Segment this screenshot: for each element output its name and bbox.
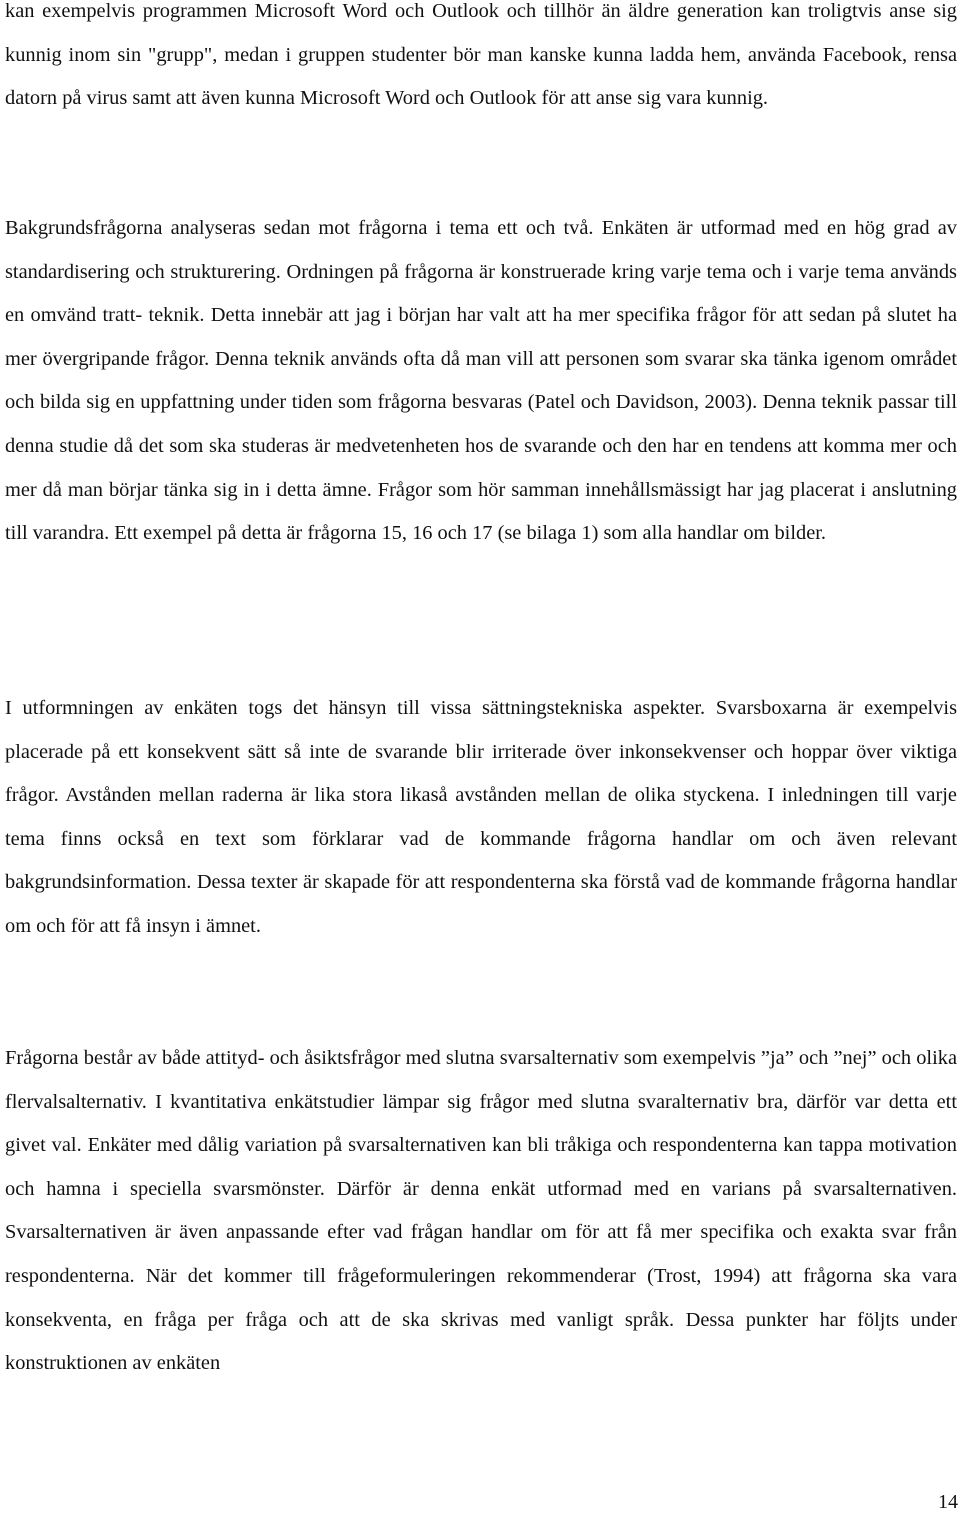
page-number: 14 — [938, 1491, 958, 1513]
paragraph: kan exempelvis programmen Microsoft Word och Outlook och tillhör än äldre generation kan troligtvis anse sig kunnig inom sin "grupp", medan i gruppen studenter bör man kanske kunna ladda hem, använda Facebook, rensa datorn på virus samt att även kunna Microsoft Word och Outlook för att anse sig vara kunnig. — [5, 0, 957, 110]
paragraph: I utformningen av enkäten togs det hänsyn till vissa sättningstekniska aspekter. Svarsboxarna är exempelvis placerade på ett konsekvent sätt så inte de svarande blir irriterade över inkonsekvenser och hoppar över viktiga frågor. Avstånden mellan raderna är lika stora likaså avstånden mellan de olika styckena. I inledningen till varje tema finns också en text som förklarar vad de kommande frågorna handlar om och även relevant bakgrundsinformation. Dessa texter är skapade för att respondenterna ska förstå vad de kommande frågorna handlar om och för att få insyn i ämnet. — [5, 697, 957, 937]
paragraph: Frågorna består av både attityd- och åsiktsfrågor med slutna svarsalternativ som exempelvis ”ja” och ”nej” och olika flervalsalternativ. I kvantitativa enkätstudier lämpar sig frågor med slutna svaralternativ bra, därför var detta ett givet val. Enkäter med dålig variation på svarsalternativen kan bli tråkiga och respondenterna kan tappa motivation och hamna i speciella svarsmönster. Därför är denna enkät utformad med en varians på svarsalternativen. Svarsalternativen är även anpassande efter vad frågan handlar om för att få mer specifika och exakta svar från respondenterna. När det kommer till frågeformuleringen rekommenderar (Trost, 1994) att frågorna ska vara konsekventa, en fråga per fråga och att de ska skrivas med vanligt språk. Dessa punkter har följts under konstruktionen av enkäten — [5, 1047, 957, 1375]
paragraph: Bakgrundsfrågorna analyseras sedan mot frågorna i tema ett och två. Enkäten är utformad med en hög grad av standardisering och strukturering. Ordningen på frågorna är konstruerade kring varje tema och i varje tema används en omvänd tratt- teknik. Detta innebär att jag i början har valt att ha mer specifika frågor för att sedan på slutet ha mer övergripande frågor. Denna teknik används ofta då man vill att personen som svarar ska tänka igenom området och bilda sig en uppfattning under tiden som frågorna besvaras (Patel och Davidson, 2003). Denna teknik passar till denna studie då det som ska studeras är medvetenheten hos de svarande och den har en tendens att komma mer och mer då man börjar tänka sig in i detta ämne. Frågor som hör samman innehållsmässigt har jag placerat i anslutning till varandra. Ett exempel på detta är frågorna 15, 16 och 17 (se bilaga 1) som alla handlar om bilder. — [5, 217, 957, 545]
